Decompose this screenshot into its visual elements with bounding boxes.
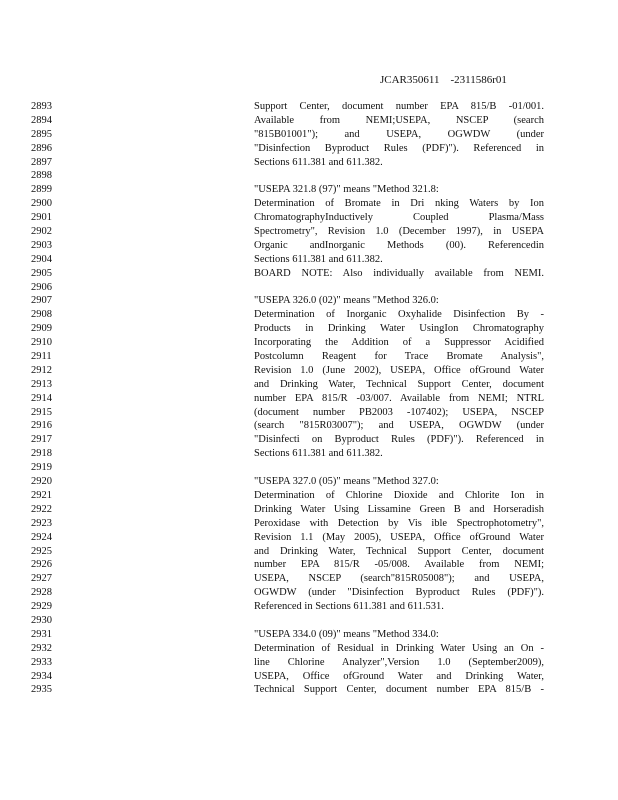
- line-number: 2914: [31, 392, 52, 404]
- text-line: Available from NEMI;USEPA, NSCEP (search: [254, 114, 544, 126]
- text-line: Sections 611.381 and 611.382.: [254, 253, 383, 265]
- line-number: 2907: [31, 295, 52, 307]
- line-number: 2919: [31, 462, 52, 474]
- text-line: Sections 611.381 and 611.382.: [254, 448, 383, 460]
- line-number: 2928: [31, 587, 52, 599]
- line-number: 2915: [31, 406, 52, 418]
- text-line: Determination of Bromate in Dri nking Waters by Ion: [254, 198, 544, 210]
- line-number: 2918: [31, 448, 52, 460]
- blank-line: [254, 281, 544, 295]
- line-number: 2920: [31, 476, 52, 488]
- text-line: and Drinking Water, Technical Support Center, document: [254, 545, 544, 557]
- line-number: 2902: [31, 226, 52, 238]
- text-line: "USEPA 326.0 (02)" means "Method 326.0:: [254, 295, 439, 307]
- document-body: [254, 100, 544, 697]
- text-line: Products in Drinking Water UsingIon Chromatography: [254, 323, 544, 335]
- text-line: Technical Support Center, document number EPA 815/B -: [254, 684, 544, 696]
- line-number: 2913: [31, 378, 52, 390]
- line-number: 2909: [31, 323, 52, 335]
- line-number: 2931: [31, 628, 52, 640]
- line-number: 2923: [31, 517, 52, 529]
- text-line: USEPA, Office ofGround Water and Drinking Water,: [254, 670, 544, 682]
- text-line: Peroxidase with Detection by Vis ible Spectrophotometry",: [254, 517, 544, 529]
- text-line: Postcolumn Reagent for Trace Bromate Analysis",: [254, 351, 544, 363]
- line-number: 2921: [31, 489, 52, 501]
- line-number: 2924: [31, 531, 52, 543]
- text-line: Sections 611.381 and 611.382.: [254, 156, 383, 168]
- document-header: JCAR350611 -2311586r01: [380, 74, 507, 86]
- line-number: 2925: [31, 545, 52, 557]
- text-line: OGWDW (under "Disinfection Byproduct Rules (PDF)").: [254, 587, 544, 599]
- text-line: Revision 1.0 (June 2002), USEPA, Office ofGround Water: [254, 364, 544, 376]
- text-line: Drinking Water Using Lissamine Green B and Horseradish: [254, 503, 544, 515]
- text-line: Revision 1.1 (May 2005), USEPA, Office ofGround Water: [254, 531, 544, 543]
- text-line: line Chlorine Analyzer",Version 1.0 (September2009),: [254, 656, 544, 668]
- line-number: 2917: [31, 434, 52, 446]
- line-number: 2897: [31, 156, 52, 168]
- line-number: 2916: [31, 420, 52, 432]
- text-line: Determination of Inorganic Oxyhalide Disinfection By -: [254, 309, 544, 321]
- text-line: "815B01001"); and USEPA, OGWDW (under: [254, 128, 544, 140]
- text-line: Spectrometry", Revision 1.0 (December 1997), in USEPA: [254, 226, 544, 238]
- line-number: 2905: [31, 267, 52, 279]
- line-number: 2908: [31, 309, 52, 321]
- text-line: number EPA 815/R -05/008. Available from NEMI;: [254, 559, 544, 571]
- line-number-column: [31, 100, 71, 697]
- text-line: (document number PB2003 -107402); USEPA, NSCEP: [254, 406, 544, 418]
- text-line: number EPA 815/R -03/007. Available from NEMI; NTRL: [254, 392, 544, 404]
- text-line: USEPA, NSCEP (search"815R05008"); and USEPA,: [254, 573, 544, 585]
- text-line: BOARD NOTE: Also individually available from NEMI.: [254, 267, 544, 279]
- line-number: 2929: [31, 601, 52, 613]
- text-line: and Drinking Water, Technical Support Center, document: [254, 378, 544, 390]
- text-line: "Disinfection Byproduct Rules (PDF)"). Referenced in: [254, 142, 544, 154]
- line-number: 2911: [31, 351, 52, 363]
- text-line: Organic andInorganic Methods (00). Referencedin: [254, 239, 544, 251]
- line-number: 2933: [31, 656, 52, 668]
- line-number: 2895: [31, 128, 52, 140]
- line-number: 2922: [31, 503, 52, 515]
- line-number: 2896: [31, 142, 52, 154]
- line-number: 2927: [31, 573, 52, 585]
- text-line: Determination of Residual in Drinking Water Using an On -: [254, 642, 544, 654]
- text-line: "USEPA 334.0 (09)" means "Method 334.0:: [254, 628, 439, 640]
- line-number: 2903: [31, 239, 52, 251]
- line-number: 2930: [31, 614, 52, 626]
- line-number: 2904: [31, 253, 52, 265]
- text-line: "USEPA 321.8 (97)" means "Method 321.8:: [254, 184, 439, 196]
- text-line: (search "815R03007"); and USEPA, OGWDW (under: [254, 420, 544, 432]
- line-number: 2932: [31, 642, 52, 654]
- line-number: 2926: [31, 559, 52, 571]
- text-line: Determination of Chlorine Dioxide and Chlorite Ion in: [254, 489, 544, 501]
- blank-line: [254, 169, 544, 183]
- line-number: 2934: [31, 670, 52, 682]
- line-number: 2912: [31, 364, 52, 376]
- line-number: 2894: [31, 114, 52, 126]
- text-line: Incorporating the Addition of a Suppressor Acidified: [254, 337, 544, 349]
- line-number: 2893: [31, 101, 52, 112]
- text-line: Support Center, document number EPA 815/B -01/001.: [254, 101, 544, 112]
- text-line: "Disinfecti on Byproduct Rules (PDF)"). Referenced in: [254, 434, 544, 446]
- blank-line: [254, 614, 544, 628]
- line-number: 2901: [31, 212, 52, 224]
- text-line: ChromatographyInductively Coupled Plasma/Mass: [254, 212, 544, 224]
- line-number: 2900: [31, 198, 52, 210]
- blank-line: [254, 461, 544, 475]
- line-number: 2906: [31, 281, 52, 293]
- text-line: Referenced in Sections 611.381 and 611.531.: [254, 601, 444, 613]
- line-number: 2935: [31, 684, 52, 696]
- line-number: 2899: [31, 184, 52, 196]
- line-number: 2910: [31, 337, 52, 349]
- text-line: "USEPA 327.0 (05)" means "Method 327.0:: [254, 476, 439, 488]
- line-number: 2898: [31, 170, 52, 182]
